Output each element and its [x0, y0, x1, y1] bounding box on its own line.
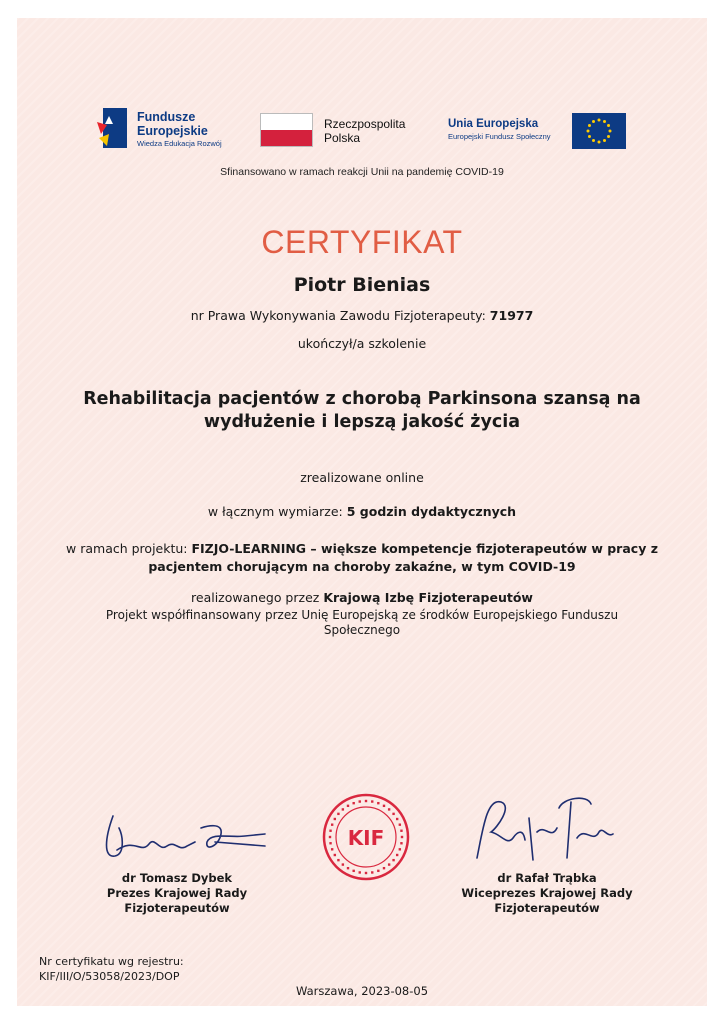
hours-label: w łącznym wymiarze:: [207, 504, 347, 519]
signatory-2-role-2: Fizjoterapeutów: [494, 901, 600, 915]
hours-value: 5 godzin dydaktycznych: [346, 504, 517, 519]
fe-logo-line1: Fundusze: [137, 110, 196, 124]
course-title: Rehabilitacja pacjentów z chorobą Parkinsona szansą na wydłużenie i lepszą jakość życia: [83, 389, 641, 432]
polish-flag-icon: [260, 113, 313, 147]
place-date: Warszawa, 2023-08-05: [295, 984, 429, 998]
seal-logo-text: KIF: [347, 826, 385, 850]
realized-line: [17, 590, 707, 605]
registry-number-block: [39, 954, 184, 984]
rp-logo-line1: Rzeczpospolita: [324, 117, 406, 131]
signature-trabka-icon: [467, 788, 617, 868]
project-name: FIZJO-LEARNING – większe kompetencje fizjoterapeutów w pracy z pacjentem chorującym na choroby zakaźne, w tym COVID-19: [148, 541, 658, 574]
signature-dybek-icon: [95, 798, 270, 868]
registry-label: Nr certyfikatu wg rejestru:: [39, 955, 184, 968]
project-line: [17, 540, 707, 576]
fundusze-europejskie-logo: [97, 106, 247, 156]
signatory-1-name: dr Tomasz Dybek: [121, 871, 233, 885]
signatory-1-role-1: Prezes Krajowej Rady: [106, 886, 248, 900]
eu-flag-icon: [572, 113, 626, 149]
mode-text: zrealizowane online: [300, 470, 424, 485]
kif-seal-icon: [322, 793, 410, 881]
cofinancing-note: Projekt współfinansowany przez Unię Europejską ze środków Europejskiego Funduszu Społecznego: [105, 608, 619, 637]
eu-logo-line1: Unia Europejska: [448, 118, 539, 130]
completed-text: ukończył/a szkolenie: [297, 336, 427, 351]
license-line: [17, 308, 707, 323]
license-label: nr Prawa Wykonywania Zawodu Fizjoterapeuty:: [190, 308, 490, 323]
unia-europejska-logo: [448, 111, 628, 151]
realized-label: realizowanego przez: [191, 590, 324, 605]
recipient-name: Piotr Bienias: [293, 274, 431, 296]
eu-logo-line2: Europejski Fundusz Społeczny: [448, 132, 551, 141]
realized-by: Krajową Izbę Fizjoterapeutów: [323, 590, 533, 605]
certificate-sheet: [17, 18, 707, 1006]
signatory-1-role-2: Fizjoterapeutów: [124, 901, 230, 915]
signatory-2: [442, 871, 652, 916]
signatory-1: [77, 871, 277, 916]
fe-logo-line3: Wiedza Edukacja Rozwój: [137, 139, 222, 148]
funding-note: Sfinansowano w ramach reakcji Unii na pandemię COVID-19: [220, 166, 504, 178]
registry-number: KIF/III/O/53058/2023/DOP: [39, 970, 180, 983]
signatory-2-role-1: Wiceprezes Krajowej Rady: [461, 886, 633, 900]
fe-logo-line2: Europejskie: [137, 124, 208, 138]
rzeczpospolita-polska-logo: [260, 113, 430, 153]
hours-line: [17, 504, 707, 519]
european-funds-star-icon: [97, 108, 131, 148]
signatory-2-name: dr Rafał Trąbka: [497, 871, 597, 885]
project-label: w ramach projektu:: [66, 541, 192, 556]
certificate-title: CERTYFIKAT: [261, 224, 463, 260]
rp-logo-line2: Polska: [324, 131, 361, 145]
license-number: 71977: [489, 308, 534, 323]
